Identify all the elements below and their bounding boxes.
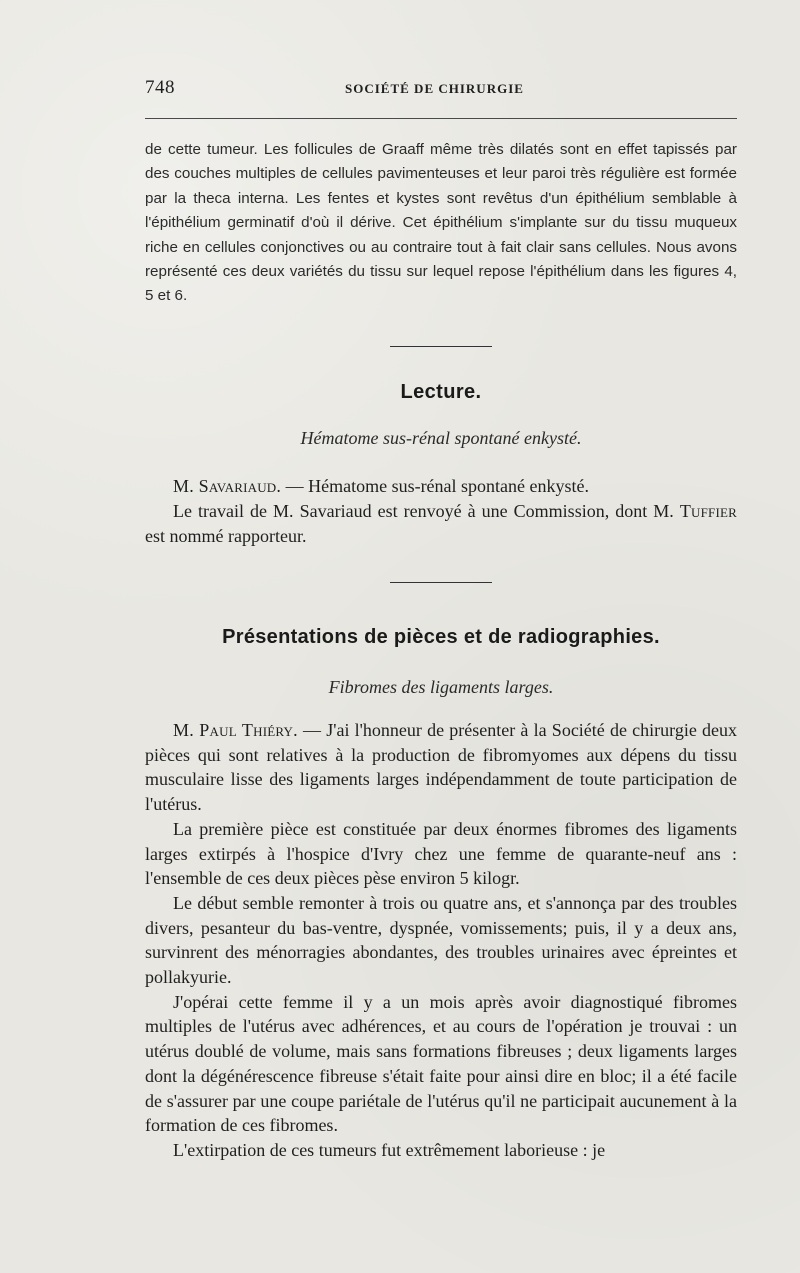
presentations-title: Présentations de pièces et de radiographies. [222, 626, 660, 648]
lecture-subtitle: Hématome sus-rénal spontané enkysté. [300, 428, 582, 448]
presentations-paragraph-4: J'opérai cette femme il y a un mois après avoir diagnostiqué fibromes multiples de l'utérus avec adhérences, et au cours de l'opération je trouvai : un utérus doublé de volume, mais sans formations fibreuses ; deux ligaments larges dont la dégénérescence fibreuse s'était faite pour ainsi dire en bloc; il a été facile de s'assurer par une coupe pariétale de l'utérus qu'il ne participait aucunement à la formation de ces fibromes. [145, 991, 737, 1136]
lecture-line-1-text: — Hématome sus-rénal spontané enkysté. [281, 476, 590, 496]
section-divider-1 [390, 346, 492, 347]
running-head: SOCIÉTÉ DE CHIRURGIE [345, 81, 524, 96]
intro-paragraph [145, 138, 737, 309]
section-divider-2 [390, 582, 492, 583]
author-name: M. Savariaud. [173, 476, 282, 496]
speaker-name: M. Paul Thiéry. [173, 720, 298, 740]
page-header [145, 72, 737, 114]
presentations-paragraph-5: L'extirpation de ces tumeurs fut extrêmement laborieuse : je [173, 1139, 606, 1160]
intro-text: de cette tumeur. Les follicules de Graaff même très dilatés sont en effet tapissés par des couches multiples de cellules pavimenteuses et leur paroi très régulière est formée par la theca interna. Les fentes et kystes sont revêtus d'un épithélium semblable à l'épithélium germinatif d'où il dérive. Cet épithélium s'implante sur du tissu muqueux riche en cellules conjonctives ou au contraire tout à fait clair sans cellules. Nous avons représenté ces deux variétés du tissu sur lequel repose l'épithélium dans les figures 4, 5 et 6. [145, 141, 737, 305]
page-number: 748 [145, 77, 175, 98]
lecture-line-2-end: est nommé rapporteur. [145, 526, 307, 546]
presentations-paragraph-3: Le début semble remonter à trois ou quatre ans, et s'annonça par des troubles divers, pesanteur du bas-ventre, dyspnée, vomissements; puis, il y a deux ans, survinrent des ménorragies abondantes, des troubles urinaires avec épreintes et pollakyurie. [145, 892, 737, 988]
header-rule [145, 118, 737, 119]
presentations-paragraph-1-text: — J'ai l'honneur de présenter à la Société de chirurgie deux pièces qui sont relatives à la production de fibromyomes aux dépens du tissu musculaire lisse des ligaments larges indépendamment de toute participation de l'utérus. [145, 720, 738, 815]
lecture-line-2 [145, 499, 737, 549]
lecture-title: Lecture. [400, 381, 482, 403]
presentations-subtitle: Fibromes des ligaments larges. [328, 677, 554, 697]
lecture-line-1 [145, 474, 737, 499]
presentations-paragraph-2: La première pièce est constituée par deux énormes fibromes des ligaments larges extirpés à l'hospice d'Ivry chez une femme de quarante-neuf ans : l'ensemble de ces deux pièces pèse environ 5 kilogr. [145, 818, 737, 889]
reporter-name: Tuffier [679, 501, 737, 521]
presentations-paragraph-1 [145, 718, 737, 817]
presentations-body [145, 718, 737, 1163]
lecture-line-2-text: Le travail de M. Savariaud est renvoyé à une Commission, dont M. [173, 501, 680, 521]
lecture-body [145, 474, 737, 549]
